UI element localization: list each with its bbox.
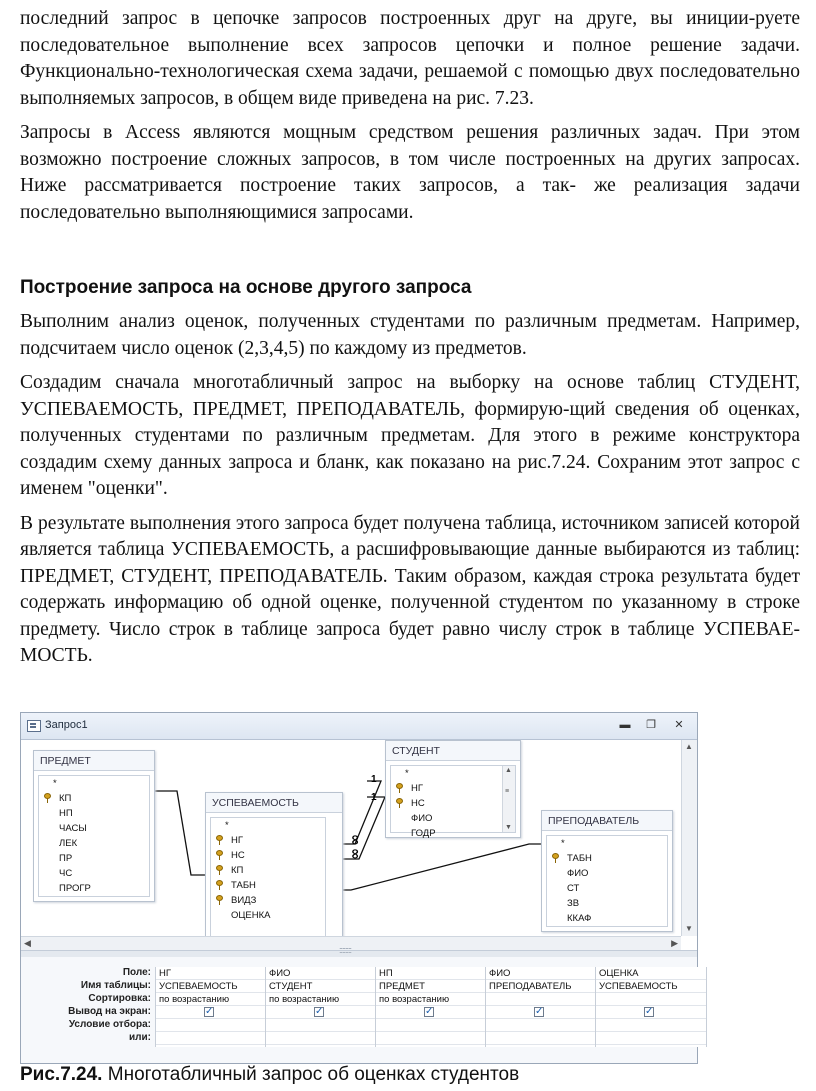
field-ng[interactable] <box>391 781 515 796</box>
diagram-vertical-scrollbar[interactable] <box>681 740 697 936</box>
many-label-2: ∞ <box>347 848 363 860</box>
field-progr[interactable]: ПРОГР <box>59 883 91 894</box>
scroll-right-icon[interactable]: ▶ <box>671 938 678 948</box>
grid-sort-cell[interactable] <box>596 993 706 1006</box>
field-kkaf[interactable]: ККАФ <box>567 913 592 924</box>
field-label: НГ <box>411 783 424 794</box>
key-icon <box>216 850 223 860</box>
grid-table-cell[interactable]: ПРЕПОДАВАТЕЛЬ <box>486 980 596 993</box>
table-scrollbar[interactable] <box>502 766 515 832</box>
row-label-sort: Сортировка: <box>88 993 151 1004</box>
key-icon <box>216 895 223 905</box>
row-label-table: Имя таблицы: <box>80 980 151 991</box>
grid-show-cell <box>596 1006 706 1019</box>
field-label: НГ <box>231 835 244 846</box>
grid-table-cell[interactable]: УСПЕВАЕМОСТЬ <box>156 980 266 993</box>
grid-field-cell[interactable]: НП <box>376 967 486 980</box>
table-prepodavatel-title: ПРЕПОДАВАТЕЛЬ <box>542 811 672 831</box>
table-uspevaemost-title: УСПЕВАЕМОСТЬ <box>206 793 342 813</box>
scroll-down-icon[interactable]: ▼ <box>685 924 693 933</box>
grid-or-cell[interactable] <box>486 1032 596 1045</box>
field-zv[interactable]: ЗВ <box>567 898 580 909</box>
grid-show-cell <box>376 1006 486 1019</box>
field-kp[interactable] <box>211 863 325 878</box>
table-prepodavatel[interactable] <box>541 810 673 932</box>
scroll-down-icon[interactable]: ▼ <box>505 824 512 831</box>
grid-show-cell <box>266 1006 376 1019</box>
grid-table-cell[interactable]: СТУДЕНТ <box>266 980 376 993</box>
field-star[interactable]: * <box>561 838 565 849</box>
close-icon[interactable]: ✕ <box>674 719 684 731</box>
grid-column-4[interactable] <box>485 967 597 1047</box>
grid-table-cell[interactable]: УСПЕВАЕМОСТЬ <box>596 980 706 993</box>
grid-field-cell[interactable]: ФИО <box>486 967 596 980</box>
table-predmet-title: ПРЕДМЕТ <box>34 751 154 771</box>
scroll-left-icon[interactable]: ◀ <box>24 938 31 948</box>
caption-text: Многотабличный запрос об оценках студентов <box>102 1064 520 1085</box>
query-design-window <box>20 712 698 1064</box>
caption-label: Рис.7.24. <box>20 1064 103 1085</box>
scroll-up-icon[interactable]: ▲ <box>685 742 693 751</box>
paragraph-3: Выполним анализ оценок, полученных студентами по различным предметам. Например, подсчитаем число оценок (2,3,4,5) по каждому из предметов. <box>20 311 800 359</box>
grid-field-cell[interactable]: ФИО <box>266 967 376 980</box>
grid-criteria-cell[interactable] <box>266 1019 376 1032</box>
window-title: Запрос1 <box>45 719 88 731</box>
field-label: ТАБН <box>231 880 256 891</box>
key-icon <box>216 835 223 845</box>
grid-or-cell[interactable] <box>376 1032 486 1045</box>
field-np[interactable]: НП <box>59 808 73 819</box>
grid-column-3[interactable] <box>375 967 487 1047</box>
table-student[interactable] <box>385 740 521 838</box>
grid-sort-cell[interactable]: по возрастанию <box>376 993 486 1006</box>
table-uspevaemost-fields <box>210 817 326 937</box>
field-tabn[interactable] <box>547 851 667 866</box>
table-student-fields <box>390 765 516 839</box>
grid-or-cell[interactable] <box>596 1032 706 1045</box>
field-ns[interactable] <box>391 796 515 811</box>
body-text-bottom <box>20 309 800 670</box>
row-label-criteria: Условие отбора: <box>68 1019 151 1030</box>
field-godr[interactable]: ГОДР <box>411 828 436 839</box>
one-label-1: 1 <box>371 774 377 785</box>
table-student-title: СТУДЕНТ <box>386 741 520 761</box>
key-icon <box>216 865 223 875</box>
field-tabn[interactable] <box>211 878 325 893</box>
field-label: ВИДЗ <box>231 895 257 906</box>
one-label-2: 1 <box>371 792 377 803</box>
scroll-thumb-icon[interactable]: ≡ <box>505 788 510 795</box>
window-titlebar <box>21 713 697 740</box>
field-label: КП <box>231 865 244 876</box>
key-icon <box>396 798 403 808</box>
field-st[interactable]: СТ <box>567 883 580 894</box>
many-label-1: ∞ <box>347 834 363 846</box>
field-label: НС <box>411 798 425 809</box>
field-ng[interactable] <box>211 833 325 848</box>
scroll-up-icon[interactable]: ▲ <box>505 767 512 774</box>
minimize-icon[interactable]: ▬ <box>619 719 631 731</box>
field-label: НС <box>231 850 245 861</box>
grid-field-cell[interactable]: ОЦЕНКА <box>596 967 706 980</box>
field-label: ТАБН <box>567 853 592 864</box>
relation-line-prepod <box>341 844 541 890</box>
grid-sort-cell[interactable] <box>486 993 596 1006</box>
grid-show-cell <box>486 1006 596 1019</box>
paragraph-1: последний запрос в цепочке запросов построенных друг на друге, вы иниции-руете последовательное выполнение всех запросов цепочки и полное решение задачи. Функционально-технологическая схема задачи, решаемой с помощью двух последовательно выполняемых запросов, в общем виде приведена на рис. 7.23. <box>20 8 800 109</box>
field-vidz[interactable] <box>211 893 325 908</box>
key-icon <box>216 880 223 890</box>
field-pr[interactable]: ПР <box>59 853 73 864</box>
grid-sort-cell[interactable]: по возрастанию <box>156 993 266 1006</box>
row-label-or: или: <box>129 1032 151 1043</box>
table-predmet[interactable] <box>33 750 155 902</box>
key-icon <box>396 783 403 793</box>
paragraph-5: В результате выполнения этого запроса будет получена таблица, источником записей которой является таблица УСПЕВАЕМОСТЬ, а расшифровывающие данные выбираются из таблиц: ПРЕДМЕТ, СТУДЕНТ, ПРЕПОДАВАТЕЛЬ. Таким образом, каждая строка результата будет содержать информацию об одной оценке, полученной студентом по указанному в строке предмету. Число строк в таблице запроса будет равно числу строк в таблице УСПЕВАЕ-МОСТЬ. <box>20 512 800 666</box>
figure-caption <box>20 1064 519 1086</box>
query-design-grid <box>21 957 697 1063</box>
grid-sort-cell[interactable]: по возрастанию <box>266 993 376 1006</box>
field-ns[interactable] <box>211 848 325 863</box>
table-predmet-fields <box>38 775 150 897</box>
body-text-top <box>20 6 800 226</box>
grid-or-cell[interactable] <box>266 1032 376 1045</box>
relation-line-predmet <box>153 791 205 875</box>
field-star[interactable]: * <box>53 778 57 789</box>
grid-criteria-cell[interactable] <box>156 1019 266 1032</box>
show-checkbox[interactable] <box>644 1007 654 1017</box>
field-kp[interactable] <box>39 791 149 806</box>
show-checkbox[interactable] <box>534 1007 544 1017</box>
field-ocenka[interactable]: ОЦЕНКА <box>231 910 271 921</box>
grid-column-2[interactable] <box>265 967 377 1047</box>
field-star[interactable]: * <box>225 820 229 831</box>
field-fio[interactable]: ФИО <box>411 813 433 824</box>
grid-column-5[interactable] <box>595 967 707 1047</box>
grid-criteria-cell[interactable] <box>376 1019 486 1032</box>
field-lek[interactable]: ЛЕК <box>59 838 78 849</box>
show-checkbox[interactable] <box>204 1007 214 1017</box>
paragraph-4: Создадим сначала многотабличный запрос на выборку на основе таблиц СТУДЕНТ, УСПЕВАЕМОСТЬ, ПРЕДМЕТ, ПРЕПОДАВАТЕЛЬ, формирую-щий сведения об оценках, полученных студентами по различным предметам. Для этого в режиме конструктора создадим схему данных запроса и бланк, как показано на рис.7.24. Сохраним этот запрос с именем "оценки". <box>20 372 800 499</box>
table-uspevaemost[interactable] <box>205 792 343 942</box>
field-fio[interactable]: ФИО <box>567 868 589 879</box>
row-label-show: Вывод на экран: <box>68 1006 151 1017</box>
grid-or-cell[interactable] <box>156 1032 266 1045</box>
field-chasy[interactable]: ЧАСЫ <box>59 823 87 834</box>
grid-show-cell <box>156 1006 266 1019</box>
table-prepodavatel-fields <box>546 835 668 927</box>
grid-column-1[interactable] <box>155 967 267 1047</box>
show-checkbox[interactable] <box>424 1007 434 1017</box>
grid-field-cell[interactable]: НГ <box>156 967 266 980</box>
query-diagram-pane <box>21 740 681 936</box>
grid-criteria-cell[interactable] <box>596 1019 706 1032</box>
field-chs[interactable]: ЧС <box>59 868 73 879</box>
row-label-field: Поле: <box>122 967 151 978</box>
key-icon <box>44 793 51 803</box>
paragraph-2: Запросы в Access являются мощным средством решения различных задач. При этом возможно построение сложных запросов, в том числе построенных на других запросах. Ниже рассматривается построение таких запросов, а так- же реализация задачи последовательно выполняющимися запросами. <box>20 122 800 223</box>
grid-table-cell[interactable]: ПРЕДМЕТ <box>376 980 486 993</box>
field-label: КП <box>59 793 72 804</box>
key-icon <box>552 853 559 863</box>
grid-criteria-cell[interactable] <box>486 1019 596 1032</box>
restore-icon[interactable]: ❐ <box>646 719 656 731</box>
query-icon <box>27 720 41 732</box>
field-star[interactable]: * <box>405 768 409 779</box>
section-heading: Построение запроса на основе другого запроса <box>20 277 472 298</box>
show-checkbox[interactable] <box>314 1007 324 1017</box>
